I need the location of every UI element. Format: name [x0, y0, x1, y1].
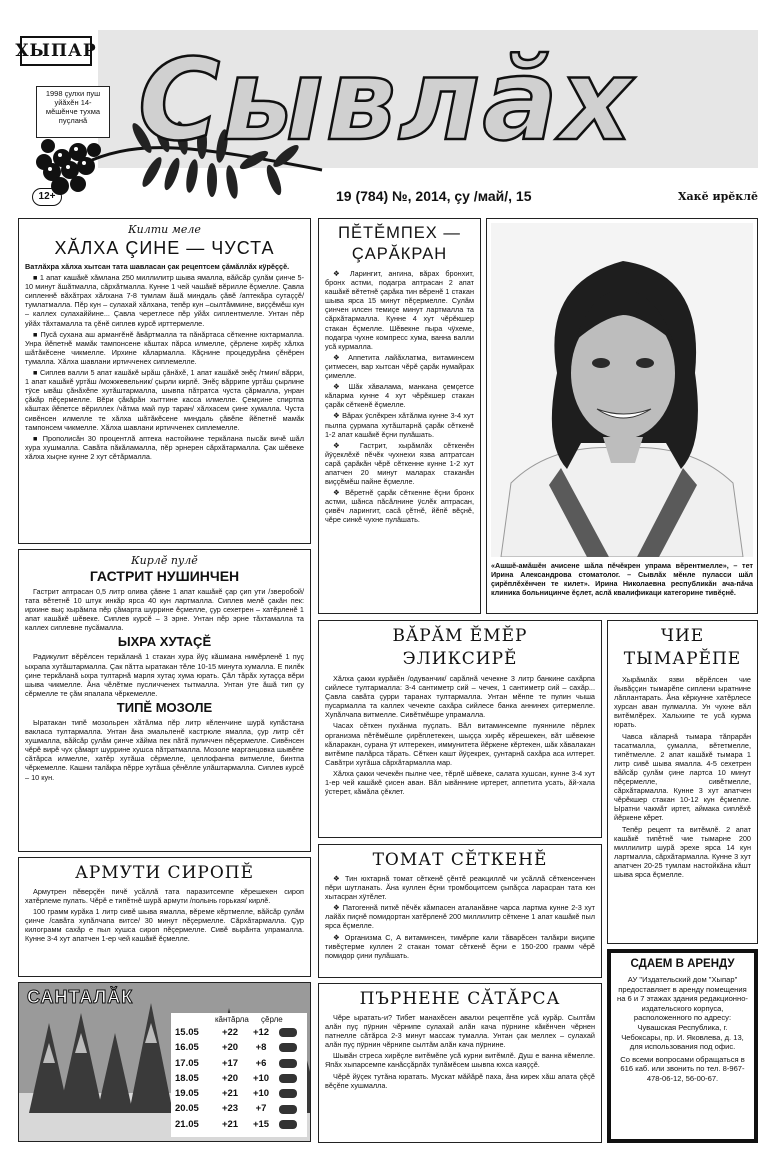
- article-paragraph: Шывăн стреса хирĕçле витĕмĕпе усă курни витĕмлĕ. Душ е ванна кĕмелле. Япăх хыпарсемпе канăсçăрлăх тулăмĕсем шывпа юхса каяççĕ.: [325, 1051, 595, 1070]
- weather-box: [18, 982, 311, 1142]
- weather-row: [175, 1071, 303, 1086]
- article-paragraph: ❖ Шăк хăвалама, манкана çемçетсе кăларма кунне 4 хут чĕрĕкшер стакан çарăк сĕткенĕ ĕçмелле.: [325, 382, 474, 410]
- weather-row: [175, 1040, 303, 1055]
- weather-date: 17.05: [175, 1057, 199, 1069]
- doctor-portrait-photo: [491, 223, 753, 557]
- article-paragraph: Радикулит вĕрĕлсен теркăланă 1 стакан хура йÿç кăшмана нимĕрленĕ 1 пуç ыхрапа хутăштармалла. Çак пăтта ыратакан тĕле 10-15 минута хумалла. Е пилĕк çине теркăланă ыхра тултарнă марля хутаç хума юрать. Çăл тăрăх хутаççа вĕри шыва чикмелле. Ăна чĕлĕтме пусличченех тытмалла. Унтан ÿте ăшă тип çу сĕрмелле те çăм япалапа чĕркемелле.: [25, 652, 304, 698]
- cloud-icon: [279, 1105, 297, 1114]
- article-paragraph: ❖ Гастрит, хырăмлăх сĕткенĕн йÿçеклĕхĕ пĕчĕк чухнехи язва аптратсан сарă çарăкăн чĕрĕ сĕткенне кунне 1-2 хут апатчен 20 минут маларах стаканăн виççĕмĕш пайне ĕçмелле.: [325, 440, 474, 487]
- article-paragraph: ■ 1 апат кашăкĕ хăмлана 250 миллилитр шыва ямалла, вăйсăр çулăм çинче 5-10 минут ăшăтмалла, сăрхăтмалла. Кунне 1 чей чашăкĕ вĕрилле ĕçмелле. Çавла сипленнĕ вăхăтрах хăлхана 7-8 тумлам ăшă миндаль çăвĕ /аптекăра сутаççĕ/ тумлатмалла. Пĕр кун – сулахай хăлхана, тепĕр кун –сылтăммине, виççĕмĕш кун – каллех сулахаййине... Çавла черетлесе пĕр уйăх сиплентмелле. Унтан пĕр уйăх тăхтамалла та çĕнĕ сиплев курсĕ ирттермелле.: [25, 273, 304, 328]
- article-title: ХĂЛХА ÇИНЕ — ЧУСТА: [54, 238, 275, 258]
- weather-row: [175, 1086, 303, 1101]
- masthead: [15, 30, 758, 212]
- article-paragraph: Хăлха çакки чечекĕн пылне чее, тĕрлĕ шĕвеке, салата хушсан, кунне 3-4 хут 1-ер чей кашăкĕ çисен аван. Вăл ывăннине иртерет, аппетита усать, ăй-хала ÿстерет, кăмăла çĕклет.: [325, 768, 595, 797]
- weather-date: 15.05: [175, 1027, 199, 1038]
- article-paragraph: ❖ Тин юхтарнă томат сĕткенĕ çĕнтĕ реакциллĕ чи усăллă сĕткенсенчен пĕри шутланать. Ăна куллен ĕçни тромбоцитсем çыпăçса ларасран тата юн хытасран хÿтĕлет.: [325, 874, 595, 902]
- article-paragraph: Ыратакан типĕ мозольрен хăтăлма пĕр литр кĕленчине шурă купăстана вакласа тултармалла. Унтан ăна эмальленĕ кастрюле ямалла, çур литр сĕт хушмалла, вăйсăр çулăм çинче хăйма пек пăтă пуличчен пĕçермелле. Сивĕнсен чĕрĕ вирĕ чух çăмарт шуррине хушса пăтратмалла. Мозоле марганцовка шывĕпе сăтăрса илмелле, хатĕр хутăша сĕрмелле, целлофанпа витмелле, бинтпа чĕркемелле. Кашни талăкра пĕрре хутăша çĕнĕлле улăштармалла. Сиплев курсĕ – 10 кун.: [25, 717, 304, 782]
- article-paragraph: Чĕрĕ йÿçек тутăна юратать. Мускат мăйăрĕ паха, ăна кирек хăш апата çĕçĕ вĕçĕпе хушмалла.: [325, 1071, 595, 1090]
- weather-day-temp: +22: [221, 1027, 239, 1038]
- article-title: ГАСТРИТ НУШИНЧЕН: [89, 568, 240, 584]
- article-paragraph: ■ Пусă сухана аш армангĕнĕ ăвăртмалла та пăнăртаса сĕткенне юхтармалла. Унра йĕпетнĕ мамăк тампонсене кăштах пăрса илмелле, çĕрлене хирĕç хăлха шăтăкĕсене чикмелле. Ирхине кăлармалла. Кăçнине процедурăна çĕнĕрен тумалла. Хăлха шавлани иртичченех сиплемелле.: [25, 329, 304, 366]
- cloud-icon: [279, 1059, 297, 1068]
- article-kilti-mele: [18, 218, 311, 544]
- cloud-icon: [279, 1043, 297, 1052]
- article-paragraph: ❖ Организма С, А витаминсен, тимĕрпе кали тăварĕсен талăкри виçипе тивĕçтерме куллен 2 стакан томат сĕткенĕ ĕçни е 150-200 грамм чĕрĕ помидор çини пулăшать.: [325, 932, 595, 960]
- article-varam-emer-eliksire: [318, 620, 602, 838]
- weather-date: 19.05: [175, 1088, 199, 1100]
- article-subtitle: ТИПĔ МОЗОЛЕ: [116, 699, 213, 715]
- weather-row: [175, 1101, 303, 1116]
- weather-night-temp: +10: [252, 1072, 270, 1084]
- publisher-badge-text: ХЫПАР: [15, 41, 97, 61]
- article-chie-tymarepe: [607, 620, 758, 944]
- article-paragraph: Хырăмлăх язви вĕрĕлсен чие йывăççин тымарĕпе сиплени ыратнине лăплантарать. Ăна кĕркунне хатĕрлесе хурсан аван пулмалла. Ун чухне вăл витĕмлĕрех. Хальхипе те усă курма юрать.: [614, 675, 751, 730]
- weather-night-temp: +8: [255, 1042, 267, 1054]
- ad-title: СДАЕМ В АРЕНДУ: [630, 958, 735, 970]
- age-rating-badge: 12+: [32, 188, 62, 206]
- article-tomat-setkene: [318, 844, 602, 978]
- weather-night-temp: +6: [255, 1057, 267, 1069]
- article-paragraph: ❖ Аппетита лайăхлатма, витаминсем çитмесен, вар хытсан чĕрĕ çарăк нумайрах çимелле.: [325, 352, 474, 381]
- article-title: ТОМАТ СĔТКЕНĔ: [372, 850, 548, 870]
- weather-date: 18.05: [175, 1072, 199, 1084]
- article-purnene-satarsa: [318, 983, 602, 1143]
- weather-day-temp: +21: [221, 1118, 239, 1130]
- weather-day-temp: +20: [221, 1042, 239, 1054]
- masthead-title: Сывлăх: [138, 36, 635, 166]
- article-paragraph: Тепĕр рецепт та витĕмлĕ. 2 апат кашăкĕ типĕтнĕ чие тымарне 200 миллилитр шурă эрехе ярса 14 кун лартмалла, сăрхăтармалла. Кунне 3 хут апатчен 20-25 тумлам настойкăна кăшт шыва ярса ĕçмелле.: [614, 824, 751, 879]
- article-petempeh-sarakran: [318, 218, 481, 614]
- photo-caption: «Ашшĕ-амăшĕн ачисене шăла пĕчĕкрен упрама вĕрентмелле», – тет Ирина Александрова стоматолог. – Сывлăх мĕнле пуласси шăл çирĕплĕхĕнчен те килет». Ирина Николаевна республикăн ача-пăча клиника больницинче ĕçлет, аслă квалификаци категорине тивĕçнĕ.: [491, 561, 753, 597]
- article-lead: Ватлăхра хăлха хытсан тата шавласан çак рецептсем çăмăллăх кÿрĕççĕ.: [25, 262, 290, 271]
- article-paragraph: ❖ Патогеннă питкĕ пĕчĕк кăмпасен аталанăвне чарса лартма кунне 2-3 хут лайăх пиçнĕ помидортан хатĕрленĕ 200 миллилитр сĕткене 1 апат кашăкĕ пыл ярса ĕçмелле.: [325, 903, 595, 931]
- weather-row: [175, 1025, 303, 1040]
- cloud-icon: [279, 1028, 297, 1037]
- cloud-icon: [279, 1120, 297, 1129]
- cloud-icon: [279, 1089, 297, 1098]
- weather-header-night: çĕрле: [261, 1015, 283, 1024]
- weather-night-temp: +7: [255, 1103, 267, 1115]
- article-paragraph: Чĕре ыратать-и? Тибет манахĕсен авалхи рецептĕпе усă курăр. Сылтăм алăн пуç пÿрнин чĕрнипе сулахай алăн кача пÿрнине кăкĕнчен чĕрнен патнелле сăтăрса 2-3 минут массаж тумалла. Унтан çак меллех – сулахай алăн пуç пÿрнин чĕрнипе сылтăм алăн кача пÿрнине.: [325, 1013, 595, 1050]
- article-armuti-sirope: [18, 857, 311, 977]
- article-paragraph: ❖ Вăрах ÿслĕкрен хăтăлма кунне 3-4 хут пылпа çурмапа хутăштарнă çарăк сĕткенĕ 1-2 апат кашăкĕ ĕçни пулăшать.: [325, 411, 474, 439]
- weather-date: 20.05: [175, 1103, 199, 1115]
- article-paragraph: ■ Сиплев валли 5 апат кашăкĕ ырăш çăнăхĕ, 1 апат кашăкĕ энĕç /тмин/ вăрри, 1 апат кашăкĕ уртăш /можжевельник/ çырли кирлĕ. Энĕç вăррипе уртăш çырлине тÿсе ывăш çăнăхĕпе хутăштармалла, шывпа пăтратса чуста çăрмалла, унран çăкăр пĕçермелле. Вĕри çăкăрăн хыттине касса илмелле. Çемçине спиртпа кăштах йĕпетсе вĕриллех /чăтма май пур таран/ хăлхасем çине хумалла. Чуста сивĕнсен илмелле те хăлха шăтăкĕсене миндаль çăвĕпе йĕпетнĕ мамăк тампонсем чикмелле. Хăлха шавлани иртичченех сиплемелле.: [25, 368, 304, 432]
- doctor-photo-box: [486, 218, 758, 614]
- publisher-badge: [15, 36, 97, 66]
- weather-day-temp: +20: [221, 1072, 239, 1084]
- issue-line: 19 (784) №, 2014, çу /май/, 15: [336, 188, 532, 204]
- weather-table: [171, 1013, 307, 1137]
- article-title: ПЪРНЕНЕ СĂТĂРСА: [359, 989, 561, 1009]
- article-paragraph: ❖ Ларингит, ангина, вăрах бронхит, бронх астми, подагра аптрасан 2 апат кашăкĕ вĕтетнĕ çарăка тин вĕренĕ 1 стакан шыва ярса 15 минут пĕçермелле. Сулăм çинчен илсен темиçе минут лартмалла та сăрхăтармалла. Кунне 4 хут чĕрĕкшер стакан ĕçмелле. Шĕвекне пыра чÿхеме, подагра чухне компресс хума, ванна валли усă курмалла.: [325, 269, 474, 351]
- founded-note: 1998 çулхи пуш уйăхĕн 14-мĕшĕнче тухма пуçланă: [36, 86, 110, 138]
- weather-day-temp: +17: [221, 1057, 239, 1069]
- article-title: ВĂРĂМ ĔМĔР ЭЛИКСИРĔ: [392, 626, 528, 669]
- weather-date: 21.05: [175, 1118, 199, 1130]
- article-paragraph: Армутрен пĕверçĕн пичĕ усăллă тата паразитсемпе кĕрешекен сироп хатĕрлеме пулать. Чĕрĕ е типĕтнĕ шурă армути /полынь горькая/ кирлĕ.: [25, 887, 304, 906]
- price-label: Хакĕ ирĕклĕ: [678, 190, 758, 203]
- article-title: ЧИЕ ТЫМАРĔПЕ: [623, 626, 742, 669]
- rental-ad: [607, 949, 758, 1143]
- weather-night-temp: +15: [252, 1118, 270, 1130]
- weather-night-temp: +10: [252, 1088, 270, 1100]
- weather-night-temp: +12: [252, 1027, 270, 1038]
- rubric-label: Кирлĕ пулĕ: [131, 554, 198, 567]
- article-paragraph: Гастрит аптрасан 0,5 литр олива çăвне 1 апат кашăкĕ çар çип ути /зверобой/ тата вĕтетнĕ 10 штук инкăр ярса 40 кун лартмалла. Сиплев мелĕ çакăн пек: ирхине выç хырăмла пĕр çăмарта шуррине ĕçмелле, çур сехетрен – хатĕрленĕ 1 апат кашăкĕ шĕвеке. Сиплев курсĕ – 3 эрне. Унтан пĕр эрне тăхтамалла та каллех сиплевне пусăмалла.: [25, 587, 304, 633]
- weather-header-day: кăнтăрла: [215, 1015, 249, 1024]
- article-title: АРМУТИ СИРОПĔ: [74, 863, 254, 883]
- cloud-icon: [279, 1074, 297, 1083]
- article-paragraph: 100 грамм курăка 1 литр сивĕ шыва ямалла, вĕреме кĕртмелле, вăйсăр çулăм çинче /савăта хупăлчапа витсе/ 30 минут пĕçермелле. Сăрхăтармалла. Çур килограмм сахăр е пыл хушса сироп пĕçермелле. Сивĕ вырăнта упрамалла. Кунне 3-4 хут апатчен 1-ер чей кашăкĕ ĕçмелле.: [25, 907, 304, 944]
- article-paragraph: Хăлха çакки курăкĕн /одуванчик/ сарăлнă чечекне 3 литр банкине сахăрпа сийлесе тултармалла: 3-4 сантиметр сий – чечек, 1 сантиметр сий – сахăр... Çавла савăта çурри таранах тултармалла. Унтан мĕнпе те пулин чыша пусармалла та каллех чечекпе сахăра сийлесе банка аннинех çитермелле. Хупăлчапа витмелле. Сивĕтмĕшре упрамалла.: [325, 674, 595, 720]
- article-title: ПĔТĔМПЕХ — ÇАРĂКРАН: [338, 224, 461, 263]
- article-paragraph: Часах сĕткен пухăнма пуçлать. Вăл витаминсемпе пуянниле пĕрлех организма пĕтĕмĕшле çирĕплетекен, шыççа хирĕç кĕрешекен, вăт шĕвекне кăларакан, сурана ÿт илтерекен, иммунитета йĕркене кĕртекен, шăк хăвалакан витĕмпе палăрса тăрать. Сĕткен кашт йÿçекрех, çунтарнă сахăра аса илтерет. Савăтри хутăша сăрхăтармалла мар.: [325, 721, 595, 767]
- weather-day-temp: +23: [221, 1103, 239, 1115]
- ad-contact: Со всеми вопросами обращаться в 616 каб. или звонить по тел. 8-967-478-06-12, 56-00-67.: [620, 1054, 745, 1083]
- article-subtitle: ЫХРА ХУТАÇĔ: [117, 634, 212, 650]
- article-paragraph: ❖ Вĕретнĕ çарăк сĕткенне ĕçни бронх астми, шăнса пăсăлнине ÿслĕк аптрасан, çивĕч ларингит, сасă çĕтнĕ, йĕпĕ вĕçнĕ, чĕре синкĕ чухне пулăшать.: [325, 488, 474, 525]
- article-kirle-pule: [18, 549, 311, 852]
- weather-row: [175, 1117, 303, 1132]
- weather-day-temp: +21: [221, 1088, 239, 1100]
- article-paragraph: Чавса кăларнă тымара тăпрарăн тасатмалла, çумалла, вĕтетмелле, типĕтмелле. 2 апат кашăкĕ тымара 1 литр сивĕ шыва ямалла. 4-5 сехетрен вăйсăр çулăм çине лартса 10 минут пĕçермелле, сивĕтмелле, сăрхăтармалла. Кунне 3 хут апатчен чĕрĕкшер стакан 10-12 кун ĕçмелле. Ыратни чакмăт иртет, аймака сиплĕхĕ йĕркене кĕрет.: [614, 731, 751, 823]
- rubric-label: Килти меле: [128, 223, 201, 236]
- article-paragraph: ■ Прополисăн 30 процентлă аптека настойкине теркăлана пысăк вичĕ шăл хура хушмалла. Савăта пăкăламалла, пĕр эрнерен сăрхăтармалла. Çак шĕвеке хăлха хыçне кунне 2 хут сĕтăрмалла.: [25, 433, 304, 461]
- ad-text: АУ "Издательский дом "Хыпар" предоставляет в аренду помещения на 6 и 7 этажах здания редакционно-издательского корпуса, расположенного по адресу: Чувашская Республика, г. Чебоксары, пр. И. Яковлева, д. 13, для использования под офис.: [617, 975, 748, 1052]
- weather-date: 16.05: [175, 1042, 199, 1054]
- weather-row: [175, 1056, 303, 1071]
- weather-title: САНТАЛĂК: [27, 987, 134, 1007]
